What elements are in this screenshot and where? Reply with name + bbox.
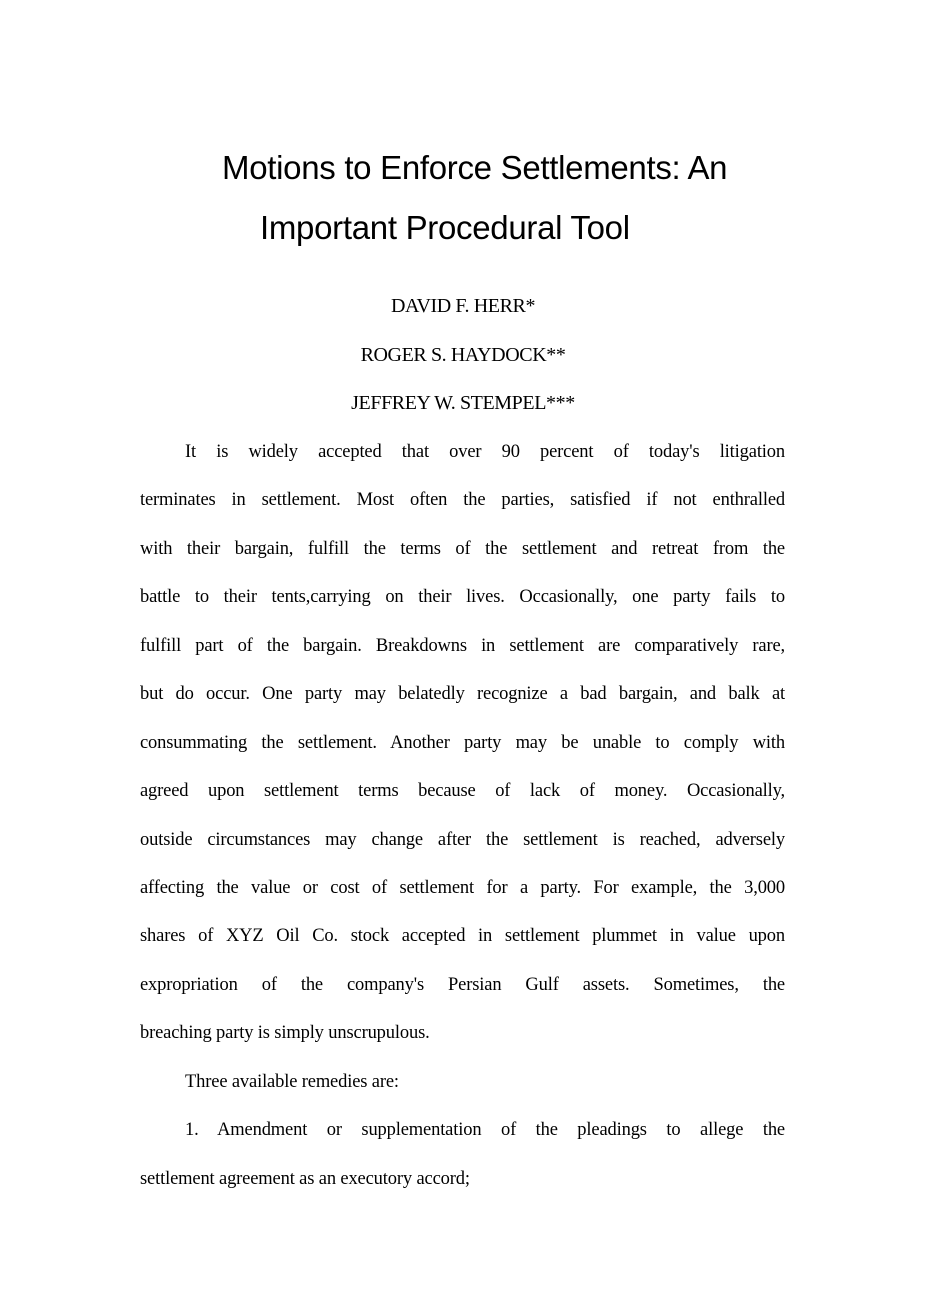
paragraph-line: battle to their tents,carrying on their lives. Occasionally, one party fails to — [140, 587, 785, 608]
paragraph-line: affecting the value or cost of settlement for a party. For example, the 3,000 — [140, 877, 785, 898]
paragraph-line: shares of XYZ Oil Co. stock accepted in settlement plummet in value upon — [140, 926, 785, 947]
paragraph-line: breaching party is simply unscrupulous. — [140, 1023, 430, 1044]
document-body — [140, 439, 785, 1214]
document-title-line-2: Important Procedural Tool — [260, 209, 630, 246]
document-title-line-1: Motions to Enforce Settlements: An — [222, 149, 728, 186]
paragraph-line: settlement agreement as an executory accord; — [140, 1168, 470, 1189]
author-name: DAVID F. HERR* — [390, 295, 536, 317]
paragraph-line: expropriation of the company's Persian Gulf assets. Sometimes, the — [140, 974, 785, 995]
paragraph-line: with their bargain, fulfill the terms of the settlement and retreat from the — [140, 538, 785, 559]
paragraph-line: outside circumstances may change after the settlement is reached, adversely — [140, 829, 785, 850]
paragraph-line: but do occur. One party may belatedly recognize a bad bargain, and balk at — [140, 684, 785, 705]
author-name: ROGER S. HAYDOCK** — [360, 344, 566, 366]
paragraph-line: terminates in settlement. Most often the parties, satisfied if not enthralled — [140, 490, 785, 511]
author-name: JEFFREY W. STEMPEL*** — [351, 392, 575, 414]
paragraph-line: It is widely accepted that over 90 percent of today's litigation — [185, 442, 785, 462]
paragraph-line: consummating the settlement. Another party may be unable to comply with — [140, 732, 785, 753]
paragraph-line: 1. Amendment or supplementation of the pleadings to allege the — [185, 1120, 785, 1141]
paragraph-line: Three available remedies are: — [185, 1071, 399, 1092]
paragraph-line: agreed upon settlement terms because of lack of money. Occasionally, — [140, 781, 785, 802]
paragraph-line: fulfill part of the bargain. Breakdowns in settlement are comparatively rare, — [140, 635, 785, 656]
